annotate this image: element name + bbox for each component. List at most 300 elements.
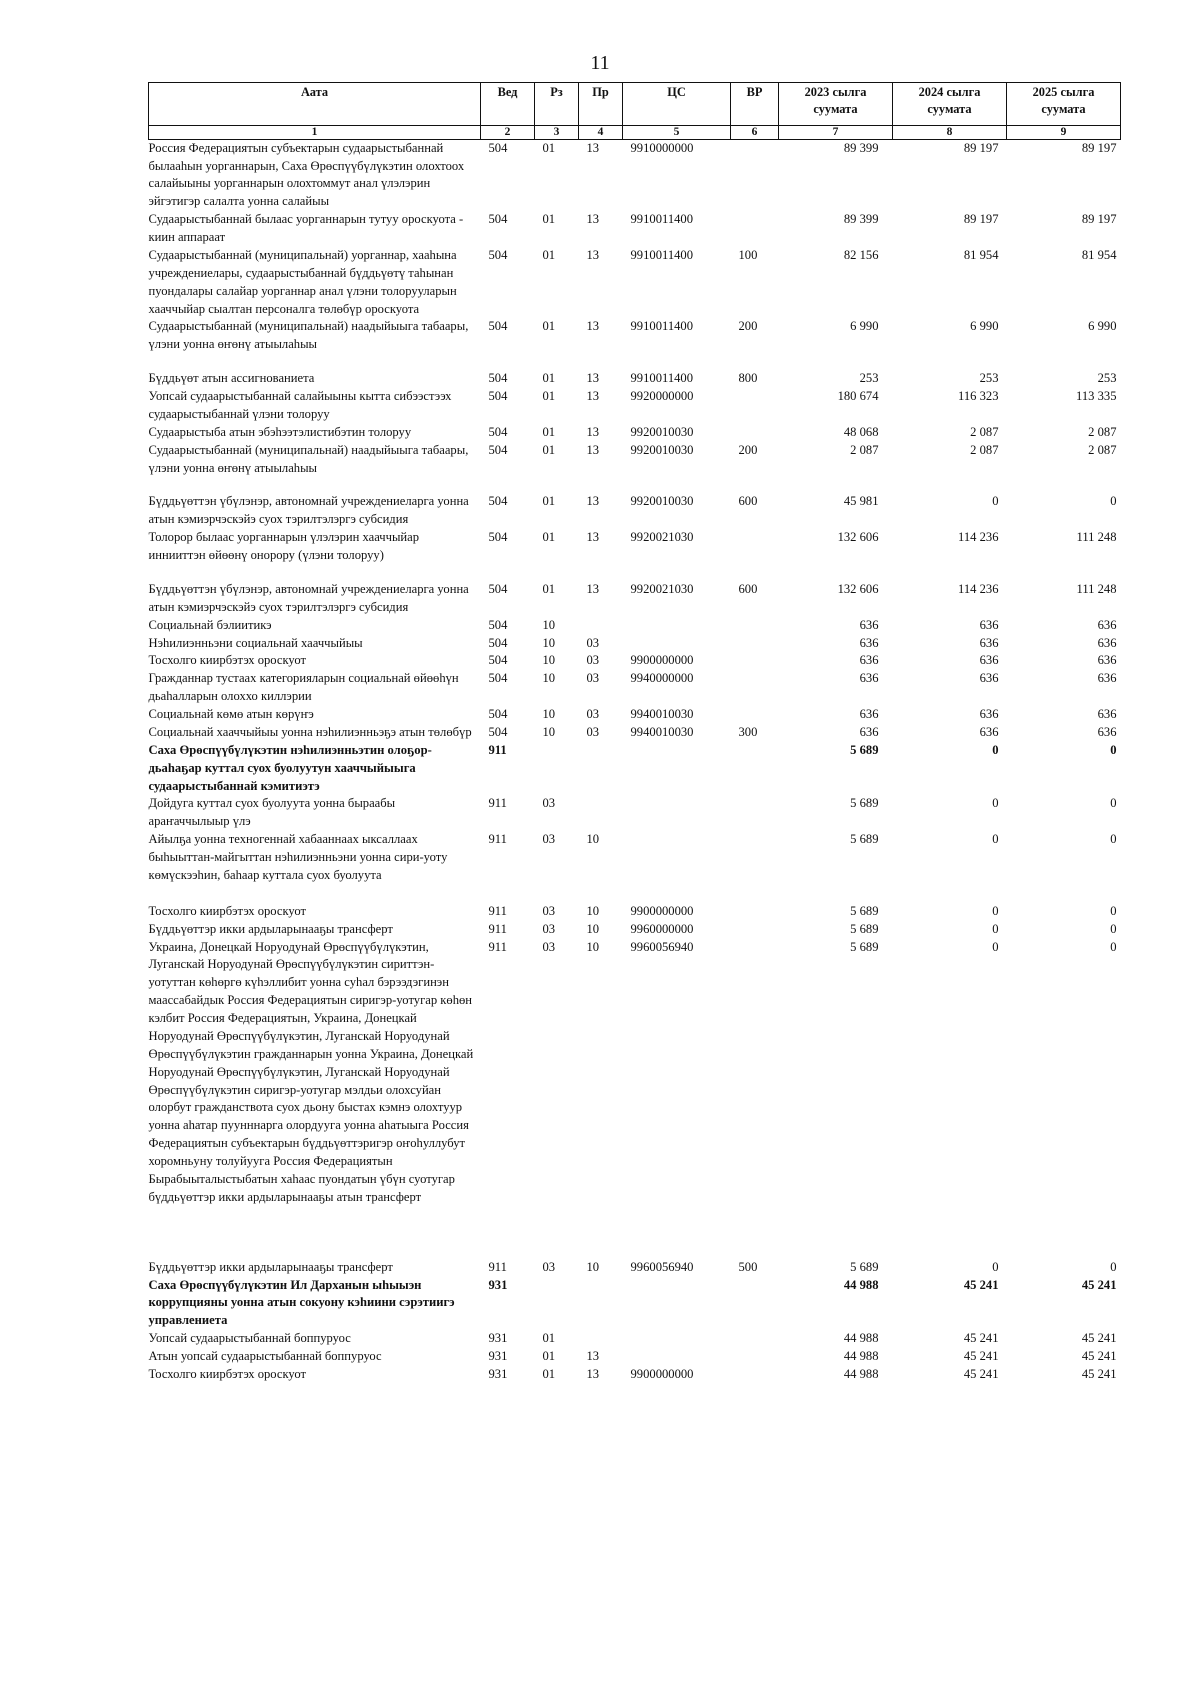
row-amount-2023: 5 689 — [850, 1259, 879, 1274]
row-cs: 9960000000 — [630, 921, 694, 936]
row-cs: 9960056940 — [630, 939, 694, 954]
row-amount-2024: 253 — [979, 371, 999, 386]
row-amount-2023: 636 — [859, 671, 879, 686]
row-cs: 9910000000 — [630, 140, 694, 155]
row-amount-2024: 81 954 — [963, 247, 999, 262]
row-name: Россия Федерациятын субъектарын судаарыстыбаннай былааһын уорганнарын, Саха Өрөспүүбүлүкэтин олохтоох салайыыны уорганнарын олохтоммут анал үлэлэрин эйгэтигэр салалта уонна салайыы — [148, 140, 465, 209]
row-cs — [623, 795, 731, 831]
row-vr: 100 — [738, 247, 758, 262]
row-cs: 9910011400 — [630, 371, 694, 386]
table-row — [149, 652, 1121, 670]
row-amount-2023: 5 689 — [850, 921, 879, 936]
row-pr — [579, 1330, 623, 1348]
row-pr: 13 — [586, 581, 600, 596]
row-amount-2025: 45 241 — [1081, 1349, 1117, 1364]
row-name: Нэһилиэнньэни социальнай хааччыйыы — [148, 635, 363, 650]
row-pr: 03 — [586, 653, 600, 668]
row-rz: 03 — [542, 939, 556, 954]
table-header — [149, 83, 1121, 140]
table-row — [149, 493, 1121, 529]
row-pr: 13 — [586, 212, 600, 227]
row-rz: 01 — [542, 1331, 556, 1346]
row-cs: 9910011400 — [630, 212, 694, 227]
row-cs — [623, 742, 731, 796]
row-vr: 600 — [738, 581, 758, 596]
row-amount-2025: 89 197 — [1081, 212, 1117, 227]
row-vr — [731, 617, 779, 635]
row-ved: 911 — [488, 903, 507, 918]
row-rz: 01 — [542, 494, 556, 509]
row-name: Бүддьүөт атын ассигнованиета — [148, 371, 315, 386]
table-row — [149, 617, 1121, 635]
table-row — [149, 724, 1121, 742]
row-rz: 01 — [542, 424, 556, 439]
row-rz: 10 — [542, 635, 556, 650]
row-pr: 10 — [586, 939, 600, 954]
table-row — [149, 442, 1121, 494]
row-amount-2023: 89 399 — [843, 140, 879, 155]
row-name: Атын уопсай судаарыстыбаннай боппуруос — [148, 1349, 382, 1364]
row-name: Судаарыстыбаннай (муниципальнай) уорганнар, хааһына учреждениелары, судаарыстыбаннай бүддьүөтү таһынан пуондалары салайар уорганнар анал үлэни толорууларын хааччыйар сыалтан персоналга төлөбүр ороскуота — [148, 247, 457, 316]
row-rz: 01 — [542, 212, 556, 227]
row-cs: 9940010030 — [630, 724, 694, 739]
row-amount-2024: 636 — [979, 707, 999, 722]
header-2025: 2025 сылга суумата — [1007, 83, 1121, 126]
row-cs: 9900000000 — [630, 653, 694, 668]
row-ved: 504 — [488, 212, 508, 227]
row-pr: 10 — [586, 921, 600, 936]
row-name: Судаарыстыба атын эбэһээтэлистибэтин толоруу — [148, 424, 412, 439]
row-rz: 10 — [542, 724, 556, 739]
row-amount-2024: 0 — [992, 832, 999, 847]
budget-table — [148, 82, 1121, 1384]
header-rz: Рз — [535, 83, 579, 126]
row-amount-2024: 0 — [992, 796, 999, 811]
row-cs — [623, 1277, 731, 1331]
row-amount-2024: 45 241 — [963, 1366, 999, 1381]
row-name: Судаарыстыбаннай былаас уорганнарын тутуу ороскуота - киин аппараат — [148, 212, 464, 245]
row-pr: 03 — [586, 671, 600, 686]
row-vr — [731, 388, 779, 424]
row-amount-2025: 636 — [1097, 635, 1117, 650]
table-row — [149, 921, 1121, 939]
row-pr — [579, 742, 623, 796]
row-ved: 504 — [488, 424, 508, 439]
row-ved: 911 — [488, 1259, 507, 1274]
header-ved: Вед — [481, 83, 535, 126]
row-amount-2025: 0 — [1110, 796, 1117, 811]
row-rz: 03 — [542, 1259, 556, 1274]
row-pr — [579, 795, 623, 831]
row-rz: 01 — [542, 319, 556, 334]
row-vr — [731, 670, 779, 706]
row-name: Саха Өрөспүүбүлүкэтин Ил Дарханын ыһыыэн коррупцияны уонна атын сокуону кэһиини сэрэтиигэ управлениета — [148, 1277, 455, 1328]
row-amount-2025: 0 — [1110, 939, 1117, 954]
table-body — [149, 139, 1121, 1384]
row-vr — [731, 831, 779, 903]
row-amount-2024: 45 241 — [963, 1331, 999, 1346]
row-cs: 9920010030 — [630, 494, 694, 509]
row-name: Саха Өрөспүүбүлүкэтин нэһилиэнньэтин олоҕор-дьаһаҕар куттал суох буолуутун хааччыйыыга судаарыстыбаннай кэмитиэтэ — [148, 742, 432, 793]
row-amount-2023: 82 156 — [843, 247, 879, 262]
row-amount-2025: 113 335 — [1076, 389, 1117, 404]
table-row — [149, 635, 1121, 653]
row-name: Бүддьүөттэн үбүлэнэр, автономнай учреждениеларга уонна атын кэмиэрчэскэйэ суох тэрилтэлэргэ субсидия — [148, 581, 469, 614]
row-rz: 01 — [542, 371, 556, 386]
row-ved: 504 — [488, 581, 508, 596]
row-amount-2025: 0 — [1110, 832, 1117, 847]
row-ved: 504 — [488, 724, 508, 739]
column-number: 1 — [149, 126, 481, 140]
table-row — [149, 939, 1121, 1259]
row-amount-2024: 636 — [979, 724, 999, 739]
row-amount-2025: 0 — [1110, 742, 1117, 757]
row-vr — [731, 424, 779, 442]
row-amount-2024: 0 — [992, 742, 999, 757]
row-pr: 13 — [586, 247, 600, 262]
row-vr — [731, 1348, 779, 1366]
row-rz: 03 — [542, 832, 556, 847]
row-amount-2025: 0 — [1110, 903, 1117, 918]
row-pr: 13 — [586, 494, 600, 509]
row-cs — [623, 1348, 731, 1366]
row-amount-2025: 2 087 — [1088, 442, 1117, 457]
row-ved: 504 — [488, 247, 508, 262]
row-name: Социальнай бэлиитикэ — [148, 617, 272, 632]
table-row — [149, 139, 1121, 211]
row-amount-2024: 114 236 — [958, 581, 999, 596]
column-number: 3 — [535, 126, 579, 140]
table-row — [149, 1330, 1121, 1348]
row-amount-2023: 636 — [859, 724, 879, 739]
row-cs: 9900000000 — [630, 903, 694, 918]
row-amount-2025: 45 241 — [1081, 1366, 1117, 1381]
row-pr: 13 — [586, 319, 600, 334]
row-rz: 01 — [542, 389, 556, 404]
row-ved: 504 — [488, 140, 508, 155]
row-cs — [623, 617, 731, 635]
row-rz: 01 — [542, 530, 556, 545]
table-row — [149, 1366, 1121, 1384]
row-amount-2023: 44 988 — [843, 1349, 879, 1364]
row-amount-2024: 6 990 — [970, 319, 999, 334]
row-pr: 13 — [586, 424, 600, 439]
row-pr: 10 — [586, 832, 600, 847]
row-amount-2025: 2 087 — [1088, 424, 1117, 439]
row-cs: 9920010030 — [630, 424, 694, 439]
row-amount-2023: 2 087 — [850, 442, 879, 457]
row-amount-2025: 111 248 — [1076, 581, 1117, 596]
row-pr: 13 — [586, 530, 600, 545]
row-amount-2025: 0 — [1110, 921, 1117, 936]
header-2024: 2024 сылга суумата — [893, 83, 1007, 126]
row-vr — [731, 529, 779, 581]
row-cs: 9920021030 — [630, 530, 694, 545]
row-amount-2024: 0 — [992, 939, 999, 954]
row-name: Украина, Донецкай Норуодунай Өрөспүүбүлүкэтин, Луганскай Норуодунай Өрөспүүбүлүкэтин сириттэн-уотуттан көһөргө күһэллибит уонна суһал бэрээдэгинэн маассабайдык Россия Федерациятын сиригэр-уотугар көһөн кэлбит Россия Федерациятын, Украина, Донецкай Норуодунай Өрөспүүбүлүкэтин, Луганскай Норуодунай Өрөспүүбүлүкэтин гражданнарын уонна Украина, Донецкай Норуодунай Өрөспүүбүлүкэтин, Луганскай Норуодунай Өрөспүүбүлүкэтин сиригэр-уотугар мэлдьи олохсуйан олорбут гражданствота суох дьону быстах кэмнэ олохтуур уонна аһатар пуунннарга олордууга уонна аһатыыга Россия Федерациятын субъектарын бүддьүөттэригэр оҥоһуллубут хоромньуну толуйууга Россия Федерациятын Бырабыыталыстыбатын хаһаас пуондатын үбүн суотугар бүддьүөттэр икки ардыларынааҕы атын трансферт — [148, 939, 474, 1204]
table-row — [149, 742, 1121, 796]
row-amount-2025: 636 — [1097, 707, 1117, 722]
row-amount-2025: 253 — [1097, 371, 1117, 386]
row-amount-2023: 132 606 — [837, 581, 879, 596]
row-amount-2025: 45 241 — [1081, 1277, 1117, 1292]
row-amount-2023: 89 399 — [843, 212, 879, 227]
row-ved: 911 — [488, 742, 507, 757]
row-ved: 504 — [488, 707, 508, 722]
row-pr — [579, 1277, 623, 1331]
row-name: Тосхолго киирбэтэх ороскуот — [148, 903, 307, 918]
table-row — [149, 318, 1121, 370]
row-name: Судаарыстыбаннай (муниципальнай) наадыйыыга табаары, үлэни уонна өҥөнү атыылаһыы — [148, 442, 469, 475]
header-vr: ВР — [731, 83, 779, 126]
row-cs: 9910011400 — [630, 319, 694, 334]
row-rz: 01 — [542, 247, 556, 262]
row-name: Гражданнар тустаах категорияларын социальнай өйөөһүн дьаһалларын олоххо киллэрии — [148, 671, 459, 704]
row-amount-2024: 2 087 — [970, 424, 999, 439]
row-vr — [731, 742, 779, 796]
row-pr: 03 — [586, 635, 600, 650]
row-amount-2024: 2 087 — [970, 442, 999, 457]
row-name: Судаарыстыбаннай (муниципальнай) наадыйыыга табаары, үлэни уонна өҥөнү атыылаһыы — [148, 319, 469, 352]
row-cs: 9900000000 — [630, 1366, 694, 1381]
row-amount-2024: 636 — [979, 635, 999, 650]
row-ved: 504 — [488, 635, 508, 650]
row-vr: 800 — [738, 371, 758, 386]
row-vr: 300 — [738, 724, 758, 739]
row-rz: 03 — [542, 921, 556, 936]
column-number: 6 — [731, 126, 779, 140]
row-pr: 10 — [586, 903, 600, 918]
row-ved: 911 — [488, 796, 507, 811]
row-ved: 504 — [488, 389, 508, 404]
row-amount-2025: 81 954 — [1081, 247, 1117, 262]
row-vr: 200 — [738, 442, 758, 457]
row-vr — [731, 1366, 779, 1384]
row-rz: 10 — [542, 707, 556, 722]
table-row — [149, 529, 1121, 581]
row-cs — [623, 1330, 731, 1348]
row-amount-2025: 636 — [1097, 724, 1117, 739]
row-rz: 01 — [542, 442, 556, 457]
row-amount-2024: 45 241 — [963, 1349, 999, 1364]
row-ved: 504 — [488, 530, 508, 545]
row-amount-2024: 636 — [979, 653, 999, 668]
header-name: Аата — [149, 83, 481, 126]
row-cs: 9940000000 — [630, 671, 694, 686]
row-amount-2023: 253 — [859, 371, 879, 386]
row-pr — [579, 617, 623, 635]
row-amount-2025: 636 — [1097, 617, 1117, 632]
row-amount-2023: 132 606 — [837, 530, 879, 545]
row-rz: 01 — [542, 581, 556, 596]
row-amount-2023: 5 689 — [850, 796, 879, 811]
row-vr — [731, 635, 779, 653]
row-rz: 03 — [542, 796, 556, 811]
row-ved: 931 — [488, 1331, 508, 1346]
row-rz: 03 — [542, 903, 556, 918]
row-rz: 01 — [542, 140, 556, 155]
column-number: 7 — [779, 126, 893, 140]
row-cs: 9920000000 — [630, 389, 694, 404]
row-amount-2024: 636 — [979, 617, 999, 632]
row-amount-2023: 48 068 — [843, 424, 879, 439]
header-2023: 2023 сылга суумата — [779, 83, 893, 126]
row-amount-2024: 116 323 — [958, 389, 999, 404]
table-row — [149, 247, 1121, 319]
row-vr — [731, 795, 779, 831]
row-name: Социальнай көмө атын көрүҥэ — [148, 707, 314, 722]
row-amount-2023: 44 988 — [843, 1331, 879, 1346]
row-pr: 13 — [586, 389, 600, 404]
row-vr: 200 — [738, 319, 758, 334]
row-vr — [731, 706, 779, 724]
header-cs: ЦС — [623, 83, 731, 126]
table-row — [149, 1277, 1121, 1331]
row-amount-2024: 636 — [979, 671, 999, 686]
row-amount-2024: 0 — [992, 1259, 999, 1274]
row-pr: 13 — [586, 1349, 600, 1364]
row-amount-2023: 180 674 — [837, 389, 879, 404]
row-amount-2024: 89 197 — [963, 140, 999, 155]
row-rz — [535, 1277, 579, 1331]
row-pr: 13 — [586, 442, 600, 457]
row-name: Тосхолго киирбэтэх ороскуот — [148, 1366, 307, 1381]
row-amount-2023: 44 988 — [843, 1277, 879, 1292]
table-row — [149, 1259, 1121, 1277]
row-amount-2023: 45 981 — [843, 494, 879, 509]
row-name: Бүддьүөттэр икки ардыларынааҕы трансферт — [148, 921, 393, 936]
row-amount-2023: 636 — [859, 707, 879, 722]
header-pr: Пр — [579, 83, 623, 126]
row-name: Уопсай судаарыстыбаннай салайыыны кытта сибээстээх судаарыстыбаннай үлэни толоруу — [148, 389, 452, 421]
table-row — [149, 670, 1121, 706]
table-row — [149, 706, 1121, 724]
row-amount-2023: 5 689 — [850, 939, 879, 954]
row-amount-2023: 5 689 — [850, 903, 879, 918]
row-name: Бүддьүөттэр икки ардыларынааҕы трансферт — [148, 1259, 393, 1274]
row-amount-2023: 5 689 — [850, 742, 879, 757]
row-rz: 01 — [542, 1349, 556, 1364]
table-row — [149, 388, 1121, 424]
page-number: 11 — [590, 52, 610, 74]
row-ved: 931 — [488, 1366, 508, 1381]
row-pr: 03 — [586, 724, 600, 739]
row-ved: 504 — [488, 494, 508, 509]
row-pr: 13 — [586, 140, 600, 155]
row-amount-2025: 0 — [1110, 1259, 1117, 1274]
row-vr — [731, 652, 779, 670]
row-amount-2025: 6 990 — [1088, 319, 1117, 334]
row-pr: 03 — [586, 707, 600, 722]
row-amount-2025: 636 — [1097, 671, 1117, 686]
row-pr: 13 — [586, 1366, 600, 1381]
row-ved: 911 — [488, 921, 507, 936]
row-pr: 10 — [586, 1259, 600, 1274]
column-number: 5 — [623, 126, 731, 140]
row-vr: 600 — [738, 494, 758, 509]
row-ved: 911 — [488, 832, 507, 847]
table-row — [149, 795, 1121, 831]
row-amount-2024: 0 — [992, 921, 999, 936]
row-amount-2025: 111 248 — [1076, 530, 1117, 545]
row-name: Дойдуга куттал суох буолуута уонна быраабы араҥаччылыыр үлэ — [148, 796, 396, 829]
table-row — [149, 903, 1121, 921]
row-ved: 504 — [488, 617, 508, 632]
row-ved: 504 — [488, 653, 508, 668]
row-amount-2023: 6 990 — [850, 319, 879, 334]
row-amount-2023: 636 — [859, 653, 879, 668]
row-rz: 01 — [542, 1366, 556, 1381]
row-cs: 9960056940 — [630, 1259, 694, 1274]
row-ved: 911 — [488, 939, 507, 954]
row-amount-2024: 0 — [992, 494, 999, 509]
row-amount-2024: 0 — [992, 903, 999, 918]
row-pr: 13 — [586, 371, 600, 386]
row-ved: 931 — [488, 1277, 508, 1292]
row-vr — [731, 921, 779, 939]
row-amount-2023: 636 — [859, 617, 879, 632]
row-amount-2023: 636 — [859, 635, 879, 650]
row-amount-2024: 89 197 — [963, 212, 999, 227]
row-vr — [731, 903, 779, 921]
column-number: 4 — [579, 126, 623, 140]
row-name: Толорор былаас уорганнарын үлэлэрин хааччыйар иннииттэн өйөөнү онорору (үлэни толоруу) — [148, 530, 420, 563]
row-vr: 500 — [738, 1259, 758, 1274]
table-row — [149, 370, 1121, 388]
row-ved: 504 — [488, 671, 508, 686]
table-row — [149, 424, 1121, 442]
row-ved: 931 — [488, 1349, 508, 1364]
row-cs: 9920021030 — [630, 581, 694, 596]
row-rz: 10 — [542, 671, 556, 686]
row-amount-2023: 44 988 — [843, 1366, 879, 1381]
row-name: Социальнай хааччыйыы уонна нэһилиэнньэҕэ атын төлөбүр — [148, 724, 472, 739]
table-row — [149, 211, 1121, 247]
row-rz: 10 — [542, 617, 556, 632]
row-amount-2025: 636 — [1097, 653, 1117, 668]
row-rz: 10 — [542, 653, 556, 668]
column-number: 8 — [893, 126, 1007, 140]
row-name: Уопсай судаарыстыбаннай боппуруос — [148, 1331, 351, 1346]
row-cs: 9920010030 — [630, 442, 694, 457]
row-ved: 504 — [488, 442, 508, 457]
row-name: Айылҕа уонна техногеннай хабааннаах ыксаллаах быһыыттан-майгыттан нэһилиэнньэни уонна сири-уоту көмүскээһин, баһаар куттала суох буолуута — [148, 832, 448, 882]
row-cs — [623, 635, 731, 653]
row-vr — [731, 1277, 779, 1331]
row-amount-2025: 0 — [1110, 494, 1117, 509]
row-cs: 9940010030 — [630, 707, 694, 722]
row-amount-2025: 89 197 — [1081, 140, 1117, 155]
table-row — [149, 581, 1121, 617]
row-vr — [731, 211, 779, 247]
row-vr — [731, 939, 779, 1259]
row-amount-2024: 45 241 — [963, 1277, 999, 1292]
column-number: 2 — [481, 126, 535, 140]
row-cs: 9910011400 — [630, 247, 694, 262]
row-ved: 504 — [488, 371, 508, 386]
row-vr — [731, 139, 779, 211]
row-name: Тосхолго киирбэтэх ороскуот — [148, 653, 307, 668]
row-amount-2023: 5 689 — [850, 832, 879, 847]
table-row — [149, 831, 1121, 903]
row-ved: 504 — [488, 319, 508, 334]
row-cs — [623, 831, 731, 903]
row-amount-2025: 45 241 — [1081, 1331, 1117, 1346]
row-amount-2024: 114 236 — [958, 530, 999, 545]
row-vr — [731, 1330, 779, 1348]
row-name: Бүддьүөттэн үбүлэнэр, автономнай учреждениеларга уонна атын кэмиэрчэскэйэ суох тэрилтэлэргэ субсидия — [148, 494, 469, 527]
row-rz — [535, 742, 579, 796]
